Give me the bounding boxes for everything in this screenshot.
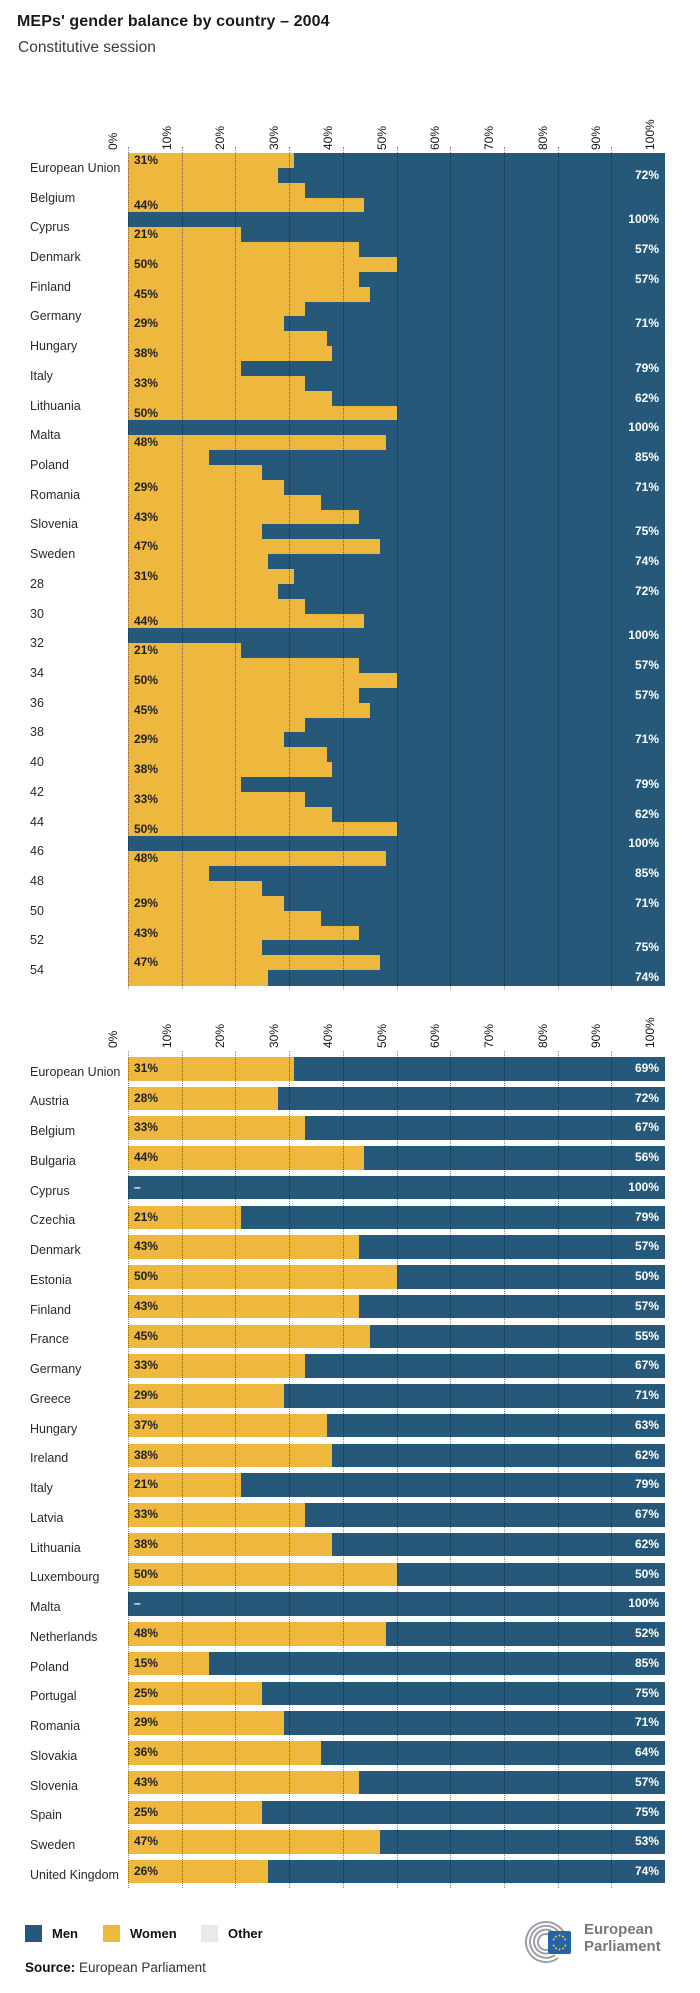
value-label-women: – <box>134 1179 141 1194</box>
value-label-women: 43% <box>134 1239 159 1254</box>
bar-segment-women <box>128 940 262 956</box>
value-label-men: 64% <box>634 1745 659 1760</box>
value-label-men: 100% <box>628 836 659 851</box>
bar-segment-women <box>128 168 278 184</box>
bar-segment-women <box>128 435 386 451</box>
legend-label-other: Other <box>228 1926 263 1941</box>
gridline <box>611 147 612 989</box>
value-label-men: 62% <box>634 1536 659 1551</box>
eu-flag-square <box>548 1931 571 1954</box>
value-label-women: 47% <box>134 955 159 970</box>
value-label-women: 28% <box>134 1090 159 1105</box>
row-label: 30 <box>30 606 44 621</box>
value-label-women: 25% <box>134 1685 159 1700</box>
bar-segment-women <box>128 450 209 466</box>
bar-segment-women <box>128 777 241 793</box>
row-label: Czechia <box>30 1213 76 1228</box>
row-label: 38 <box>30 725 44 740</box>
bar-segment-women <box>128 510 359 526</box>
value-label-men: 100% <box>628 1179 659 1194</box>
bar-segment-women <box>128 1146 364 1170</box>
page-subtitle: Constitutive session <box>18 39 156 56</box>
ep-logo-line2: Parliament <box>584 1938 661 1955</box>
row-label: Cyprus <box>30 220 70 235</box>
legend-swatch-men <box>25 1925 42 1942</box>
bar-segment-women <box>128 272 359 288</box>
row-label: 50 <box>30 903 44 918</box>
row-label: 54 <box>30 963 44 978</box>
row-label: Denmark <box>30 250 81 264</box>
value-label-women: 31% <box>134 568 159 583</box>
source-line <box>25 1960 206 1975</box>
value-label-men: 57% <box>634 687 659 702</box>
value-label-men: 57% <box>634 1774 659 1789</box>
axis-tick-label: 0% <box>106 132 120 150</box>
gridline <box>665 1051 666 1888</box>
gridline <box>611 1051 612 1888</box>
value-label-men: 74% <box>634 1863 659 1878</box>
value-label-women: 43% <box>134 1298 159 1313</box>
row-label: United Kingdom <box>30 1867 119 1882</box>
value-label-women: 45% <box>134 1328 159 1343</box>
row-label: Germany <box>30 1362 82 1377</box>
bar-segment-women <box>128 554 268 570</box>
value-label-women: 33% <box>134 1358 159 1373</box>
value-label-women: 29% <box>134 732 159 747</box>
value-label-men: 69% <box>634 1061 659 1075</box>
value-label-men: 67% <box>634 1507 659 1522</box>
gridline <box>665 147 666 989</box>
value-label-men: 71% <box>634 1388 659 1403</box>
row-label: 28 <box>30 576 44 591</box>
bar-segment-women <box>128 822 397 838</box>
bar-segment-women <box>128 1563 397 1587</box>
value-label-women: 21% <box>134 227 159 242</box>
row-label: Hungary <box>30 339 78 354</box>
axis-tick-label: 0% <box>106 1030 120 1048</box>
bar-segment-women <box>128 331 327 347</box>
row-label: Belgium <box>30 190 76 205</box>
value-label-women: 21% <box>134 643 159 658</box>
bar-segment-women <box>128 1771 359 1795</box>
row-label: Hungary <box>30 1421 78 1436</box>
legend-label-women: Women <box>130 1926 177 1941</box>
legend-swatch-women <box>103 1925 120 1942</box>
value-label-men: 57% <box>634 271 659 286</box>
bar-segment-women <box>128 584 278 600</box>
row-label: Poland <box>30 1659 69 1674</box>
axis-tick-label: 60% <box>428 125 443 150</box>
value-label-men: 100% <box>628 1596 659 1611</box>
row-label: Netherlands <box>30 1629 98 1644</box>
bar-segment-women <box>128 361 241 377</box>
value-label-men: 72% <box>634 583 659 598</box>
value-label-men: 75% <box>634 524 659 539</box>
value-label-men: 57% <box>634 1239 659 1254</box>
legend-item-women <box>103 1925 193 1943</box>
value-label-women: 50% <box>134 821 159 836</box>
bar-segment-women <box>128 703 370 719</box>
bar-segment-women <box>128 911 321 927</box>
bar-segment-women <box>128 807 332 823</box>
row-label: Cyprus <box>30 1183 70 1198</box>
row-label: 46 <box>30 844 44 859</box>
value-label-men: 71% <box>634 732 659 747</box>
axis-tick-label: 50% <box>374 1023 389 1048</box>
value-label-men: 57% <box>634 658 659 673</box>
row-label: Sweden <box>30 547 76 562</box>
ep-logo <box>522 1918 692 1966</box>
value-label-men: 75% <box>634 1685 659 1700</box>
value-label-men: 63% <box>634 1417 659 1432</box>
value-label-women: – <box>134 1596 141 1611</box>
value-label-women: 29% <box>134 1715 159 1730</box>
bar-segment-women <box>128 658 359 674</box>
value-label-women: 15% <box>134 1655 159 1670</box>
axis-tick-label: 70% <box>481 1023 496 1048</box>
bar-segment-women <box>128 287 370 303</box>
value-label-women: 48% <box>134 851 159 866</box>
value-label-men: 57% <box>634 242 659 257</box>
bar-segment-women <box>128 673 397 689</box>
bar-segment-women <box>128 926 359 942</box>
row-label: Portugal <box>30 1689 77 1704</box>
row-label: Lithuania <box>30 1540 81 1555</box>
gridline <box>450 147 451 989</box>
value-label-women: 44% <box>134 197 159 212</box>
value-label-men: 67% <box>634 1120 659 1135</box>
bar-segment-women <box>128 970 268 986</box>
row-label: Estonia <box>30 1272 72 1287</box>
gridline <box>558 147 559 989</box>
row-label: Finland <box>30 1302 71 1317</box>
gridline <box>558 1051 559 1888</box>
bar-segment-women <box>128 495 321 511</box>
gridline <box>128 147 129 989</box>
row-label: Italy <box>30 1481 53 1496</box>
row-label: Luxembourg <box>30 1570 100 1585</box>
axis-tick-label: 70% <box>481 125 496 150</box>
gridline <box>182 147 183 989</box>
bar-segment-women <box>128 198 364 214</box>
value-label-women: 43% <box>134 1774 159 1789</box>
bar-segment-women <box>128 465 262 481</box>
gridline <box>235 147 236 989</box>
bar-segment-women <box>128 614 364 630</box>
gridline <box>289 1051 290 1888</box>
row-label: European Union <box>30 160 121 175</box>
gridline <box>343 147 344 989</box>
legend-label-men: Men <box>52 1926 78 1941</box>
gridline <box>182 1051 183 1888</box>
value-label-women: 29% <box>134 479 159 494</box>
bar-segment-women <box>128 762 332 778</box>
row-label: 42 <box>30 784 44 799</box>
value-label-men: 74% <box>634 970 659 985</box>
axis-tick-label: 100% <box>643 1017 657 1048</box>
value-label-men: 62% <box>634 390 659 405</box>
gridline <box>128 1051 129 1888</box>
bar-segment-women <box>128 183 305 199</box>
row-label: 34 <box>30 666 44 680</box>
row-label: Finland <box>30 279 71 294</box>
value-label-women: 26% <box>134 1863 159 1878</box>
value-label-men: 52% <box>634 1626 659 1641</box>
value-label-men: 56% <box>634 1150 659 1165</box>
value-label-men: 100% <box>628 212 659 227</box>
value-label-women: 48% <box>134 1626 159 1641</box>
legend-swatch-other <box>201 1925 218 1942</box>
row-label: Greece <box>30 1391 71 1406</box>
source-label: Source: <box>25 1960 76 1975</box>
gridline <box>397 1051 398 1888</box>
bar-segment-women <box>128 346 332 362</box>
value-label-men: 79% <box>634 776 659 791</box>
ep-hemicycle-icon <box>522 1918 580 1966</box>
value-label-women: 31% <box>134 1061 159 1075</box>
gridline <box>289 147 290 989</box>
value-label-men: 57% <box>634 1298 659 1313</box>
gridline <box>397 147 398 989</box>
value-label-men: 71% <box>634 316 659 331</box>
value-label-men: 79% <box>634 1477 659 1492</box>
bar-segment-women <box>128 851 386 867</box>
value-label-women: 38% <box>134 1536 159 1551</box>
row-label: Germany <box>30 309 82 324</box>
value-label-women: 45% <box>134 702 159 717</box>
value-label-men: 67% <box>634 1358 659 1373</box>
value-label-women: 21% <box>134 1477 159 1492</box>
value-label-men: 75% <box>634 1804 659 1819</box>
value-label-women: 44% <box>134 613 159 628</box>
bar-segment-women <box>128 257 397 273</box>
row-label: 44 <box>30 814 44 829</box>
axis-tick-label: 80% <box>535 1023 550 1048</box>
bar-segment-women <box>128 1533 332 1557</box>
value-label-women: 47% <box>134 539 159 554</box>
value-label-men: 53% <box>634 1834 659 1849</box>
legend-item-other <box>201 1925 281 1943</box>
row-label: European Union <box>30 1064 121 1079</box>
row-label: Austria <box>30 1094 69 1109</box>
bar-segment-women <box>128 718 305 734</box>
value-label-men: 85% <box>634 450 659 465</box>
value-label-men: 74% <box>634 554 659 569</box>
row-label: Spain <box>30 1808 62 1823</box>
row-label: 36 <box>30 695 44 710</box>
value-label-women: 43% <box>134 509 159 524</box>
gridline <box>504 1051 505 1888</box>
ep-logo-line1: European <box>584 1921 654 1938</box>
axis-tick-label: 40% <box>320 1023 335 1048</box>
bar-segment-women <box>128 866 209 882</box>
row-label: Latvia <box>30 1510 64 1525</box>
value-label-women: 43% <box>134 925 159 940</box>
axis-tick-label: 90% <box>589 125 604 150</box>
row-label: Lithuania <box>30 398 81 413</box>
bar-segment-women <box>128 242 359 258</box>
axis-tick-label: 30% <box>267 125 282 150</box>
bar-segment-women <box>128 524 262 540</box>
axis-tick-label: 80% <box>535 125 550 150</box>
value-label-women: 21% <box>134 1209 159 1224</box>
value-label-women: 29% <box>134 316 159 331</box>
value-label-men: 72% <box>634 167 659 182</box>
value-label-men: 71% <box>634 1715 659 1730</box>
value-label-men: 72% <box>634 1090 659 1105</box>
value-label-men: 100% <box>628 420 659 435</box>
value-label-women: 48% <box>134 435 159 450</box>
value-label-women: 33% <box>134 1120 159 1135</box>
value-label-women: 36% <box>134 1745 159 1760</box>
row-label: 52 <box>30 933 44 948</box>
row-label: Sweden <box>30 1837 76 1852</box>
ep-logo-text <box>584 1921 661 1955</box>
value-label-men: 55% <box>634 1328 659 1343</box>
row-label: Italy <box>30 368 53 383</box>
bar-segment-women <box>128 881 262 897</box>
value-label-men: 71% <box>634 479 659 494</box>
row-label: Slovenia <box>30 1778 78 1793</box>
row-label: France <box>30 1332 69 1347</box>
value-label-women: 31% <box>134 152 159 167</box>
value-label-men: 85% <box>634 1655 659 1670</box>
row-label: 48 <box>30 874 44 888</box>
source-value: European Parliament <box>79 1960 206 1975</box>
gridline <box>343 1051 344 1888</box>
value-label-men: 71% <box>634 895 659 910</box>
value-label-women: 45% <box>134 286 159 301</box>
axis-tick-label: 60% <box>428 1023 443 1048</box>
value-label-women: 50% <box>134 256 159 271</box>
row-label: Romania <box>30 487 81 502</box>
gridline <box>504 147 505 989</box>
value-label-women: 29% <box>134 895 159 910</box>
axis-tick-label: 10% <box>159 1023 174 1048</box>
value-label-men: 79% <box>634 360 659 375</box>
value-label-women: 37% <box>134 1417 159 1432</box>
row-label: Denmark <box>30 1243 81 1258</box>
gridline <box>450 1051 451 1888</box>
row-label: Malta <box>30 1600 61 1615</box>
value-label-women: 33% <box>134 791 159 806</box>
bar-segment-women <box>128 1444 332 1468</box>
axis-tick-label: 30% <box>267 1023 282 1048</box>
bar-segment-women <box>128 1622 386 1646</box>
value-label-women: 50% <box>134 672 159 687</box>
value-label-women: 38% <box>134 346 159 361</box>
row-label: 32 <box>30 636 44 651</box>
value-label-women: 38% <box>134 1447 159 1462</box>
bar-segment-women <box>128 302 305 318</box>
value-label-men: 100% <box>628 628 659 643</box>
value-label-women: 25% <box>134 1804 159 1819</box>
row-label: Slovenia <box>30 517 78 532</box>
value-label-men: 75% <box>634 940 659 955</box>
row-label: 40 <box>30 755 44 770</box>
value-label-men: 79% <box>634 1209 659 1224</box>
value-label-women: 47% <box>134 1834 159 1849</box>
legend-item-men <box>25 1925 95 1943</box>
value-label-women: 50% <box>134 1269 159 1284</box>
bar-segment-women <box>128 688 359 704</box>
row-label: Slovakia <box>30 1748 78 1763</box>
axis-tick-label: 20% <box>213 125 228 150</box>
value-label-men: 62% <box>634 1447 659 1462</box>
row-label: Poland <box>30 458 69 472</box>
row-label: Malta <box>30 428 61 443</box>
bar-segment-women <box>128 1235 359 1259</box>
page-title: MEPs' gender balance by country – 2004 <box>17 13 330 30</box>
bar-segment-women <box>128 1325 370 1349</box>
row-label: Romania <box>30 1719 81 1734</box>
bar-segment-women <box>128 747 327 763</box>
value-label-women: 50% <box>134 405 159 420</box>
bar-segment-women <box>128 1295 359 1319</box>
bar-segment-women <box>128 391 332 407</box>
bar-segment-women <box>128 406 397 422</box>
row-label: Belgium <box>30 1124 76 1139</box>
axis-tick-label: 20% <box>213 1023 228 1048</box>
axis-tick-label: 90% <box>589 1023 604 1048</box>
value-label-women: 44% <box>134 1150 159 1165</box>
row-label: Ireland <box>30 1451 69 1466</box>
axis-tick-label: 40% <box>320 125 335 150</box>
value-label-men: 50% <box>634 1269 659 1284</box>
value-label-women: 29% <box>134 1388 159 1403</box>
axis-tick-label: 50% <box>374 125 389 150</box>
bar-segment-women <box>128 1265 397 1289</box>
value-label-men: 85% <box>634 866 659 881</box>
row-label: Bulgaria <box>30 1153 76 1168</box>
value-label-men: 50% <box>634 1566 659 1581</box>
value-label-women: 38% <box>134 762 159 777</box>
value-label-women: 33% <box>134 1507 159 1522</box>
value-label-women: 50% <box>134 1566 159 1581</box>
axis-tick-label: 10% <box>159 125 174 150</box>
value-label-men: 62% <box>634 806 659 821</box>
axis-tick-label: 100% <box>643 119 657 150</box>
value-label-women: 33% <box>134 375 159 390</box>
gridline <box>235 1051 236 1888</box>
bar-segment-women <box>128 599 305 615</box>
